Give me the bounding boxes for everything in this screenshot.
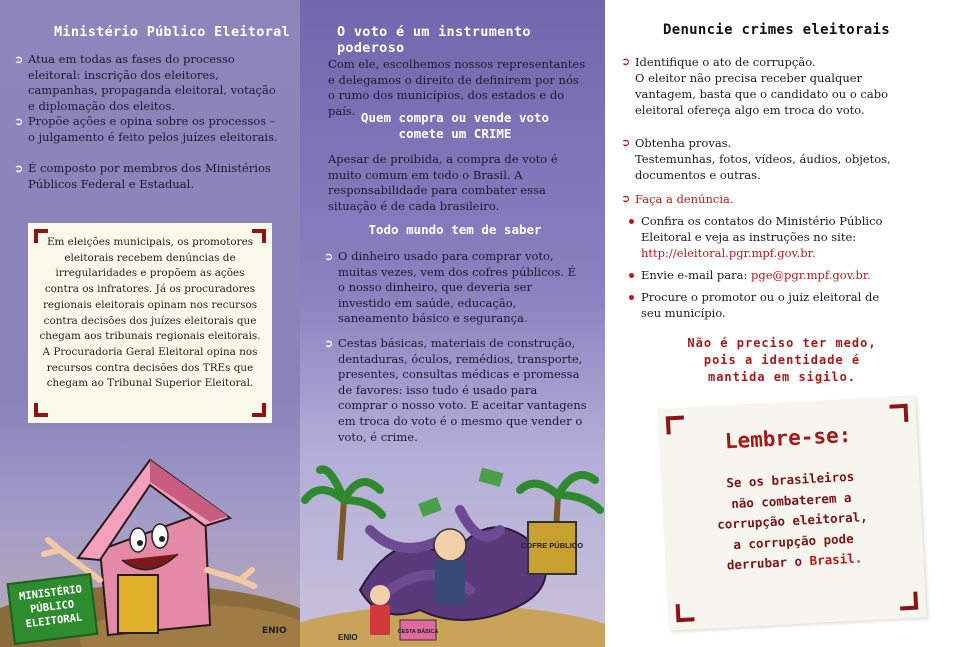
arrow-bullet-icon: ➲: [14, 115, 24, 128]
panel1-bullet-1: ➲ Atua em todas as fases do processo eleitoral: inscrição dos eleitores, campanhas, propaganda eleitoral, votação e diplomação dos eleitos.: [14, 52, 276, 113]
denuncia-promotor: Procure o promotor ou o juiz eleitoral de seu município.: [641, 289, 896, 321]
lembre-se-message: Se os brasileiros não combaterem a corrupção eleitoral, a corrupção pode derrubar o Brasil.: [716, 468, 868, 573]
arrow-bullet-icon: ➲: [14, 53, 24, 66]
panel2-intro: Com ele, escolhemos nossos representantes e delegamos o direito de definirem por nós o rumo dos municípios, dos estados e do país.: [328, 57, 586, 118]
money-bill: [479, 468, 504, 487]
email-link[interactable]: pge@pgr.mpf.gov.br.: [751, 268, 871, 282]
denuncia-email: Envie e-mail para: pge@pgr.mpf.gov.br.: [641, 267, 896, 283]
house-arm-right: [207, 570, 254, 586]
frame-corner: [34, 403, 48, 417]
lembre-se-title: Lembre-se:: [724, 422, 852, 454]
step-provas: ➲ Obtenha provas. Testemunhas, fotos, vídeos, áudios, objetos, documentos e outras.: [621, 136, 891, 182]
artist-signature: ENIO: [262, 626, 287, 636]
panel1-title: Ministério Público Eleitoral: [54, 24, 290, 40]
frame-corner: [676, 603, 695, 622]
step-identifique: ➲ Identifique o ato de corrupção. O eleitor não precisa receber qualquer vantagem, basta que o candidato ou o cabo eleitoral ofereça algo em troca do voto.: [621, 55, 888, 117]
panel-voto-poderoso: [300, 0, 605, 647]
pupil: [159, 536, 165, 542]
arrow-bullet-icon: ➲: [324, 250, 334, 263]
arrow-bullet-icon: ➲: [621, 136, 631, 149]
pupil: [137, 540, 143, 546]
frame-corner: [899, 592, 918, 611]
arrow-bullet-icon: ➲: [621, 55, 631, 68]
basket-label: CESTA BÁSICA: [397, 629, 439, 635]
voter-dress: [370, 605, 390, 635]
panel-denuncie: [605, 0, 962, 647]
red-dot-bullet-icon: [629, 273, 634, 278]
voter-head: [370, 585, 390, 605]
callout-text: Em eleições municipais, os promotores eleitorais recebem denúncias de irregularidades e propõem as ações contra os infratores. Já os procuradores regionais eleitorais opinam nos recursos contra decisões dos juízes eleitorais que chegam aos tribunais regionais eleitorais. A Procuradoria Geral Eleitoral opina nos recursos contra decisões dos TREs que chegam ao Tribunal Superior Eleitoral.: [39, 236, 261, 390]
panel1-bullet-2: ➲ Propõe ações e opina sobre os processos – o julgamento é feito pelos juízes eleitorais.: [14, 114, 278, 144]
panel2-paragraph: Apesar de proibida, a compra de voto é muito comum em todo o Brasil. A responsabilidade para combater essa situação é de cada brasileiro.: [328, 152, 558, 213]
panel2-bullet-1: ➲ O dinheiro usado para comprar voto, muitas vezes, vem dos cofres públicos. É o nosso dinheiro, que deveria ser investido em saúde, educação, saneamento básico e segurança.: [324, 249, 577, 326]
politician-head: [434, 529, 466, 561]
arrow-bullet-icon: ➲: [14, 162, 24, 175]
arrow-bullet-icon: ➲: [324, 337, 334, 350]
money-bill: [418, 497, 442, 517]
safe-label: COFRE PÚBLICO: [520, 541, 584, 550]
step-denuncia: ➲ Faça a denúncia.: [621, 192, 734, 206]
panel2-subtitle-saber: Todo mundo tem de saber: [368, 222, 542, 237]
sigilo-notice: Não é preciso ter medo, pois a identidade é mantida em sigilo.: [687, 336, 877, 384]
house-eye-right: [152, 524, 168, 548]
vote-buying-cartoon: [300, 440, 605, 647]
palm-trunk: [340, 500, 344, 560]
artist-signature: ENIO: [338, 633, 358, 642]
arrow-bullet-icon: ➲: [621, 192, 631, 205]
house-eye-left: [130, 528, 146, 552]
lembre-se-box: [657, 395, 926, 630]
house-door: [118, 575, 158, 633]
red-dot-bullet-icon: [629, 295, 634, 300]
panel2-bullet-2: ➲ Cestas básicas, materiais de construção, dentaduras, óculos, remédios, transporte, presentes, consultas médicas e promessa de favores: isso tudo é usado para comprar o nosso voto. E aceitar vantagens em troca do voto é o mesmo que vender o voto, é crime.: [324, 336, 587, 444]
info-callout-box: [28, 223, 272, 423]
denuncia-site: Confira os contatos do Ministério Público Eleitoral e veja as instruções no site: http://eleitoral.pgr.mpf.gov.br.: [641, 213, 896, 261]
frame-corner: [252, 403, 266, 417]
panel2-subtitle-crime: Quem compra ou vende voto comete um CRIME: [360, 110, 550, 141]
site-link[interactable]: http://eleitoral.pgr.mpf.gov.br.: [641, 246, 816, 260]
panel2-title: O voto é um instrumento poderoso: [337, 24, 531, 56]
ministerio-publico-sign: MINISTÉRIO PÚBLICO ELEITORAL: [7, 573, 99, 645]
red-dot-bullet-icon: [629, 219, 634, 224]
panel1-bullet-3: ➲ É composto por membros dos Ministérios Públicos Federal e Estadual.: [14, 161, 271, 191]
panel-ministerio-publico: [0, 0, 300, 647]
politician-suit: [435, 560, 465, 605]
panel3-title: Denuncie crimes eleitorais: [663, 22, 890, 38]
